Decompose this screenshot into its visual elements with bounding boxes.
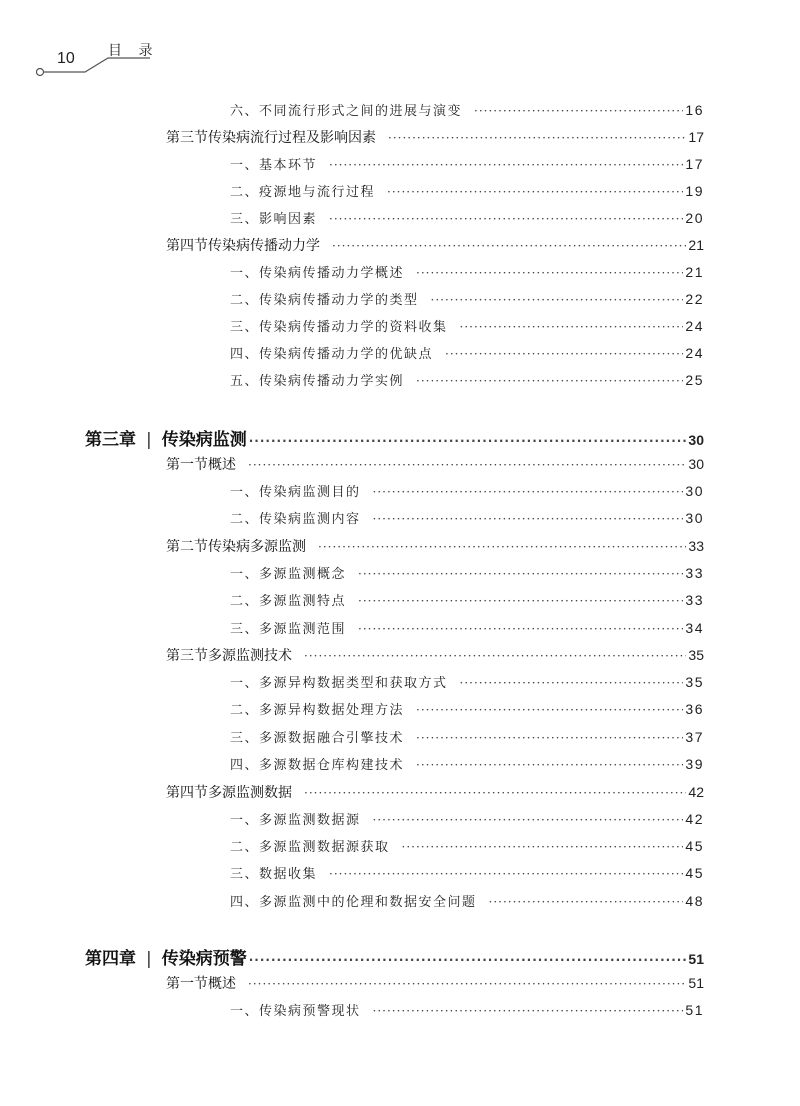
toc-page-number: 45 xyxy=(685,838,704,854)
toc-entry[interactable] xyxy=(230,289,704,308)
toc-entry[interactable] xyxy=(230,100,704,119)
toc-page-number: 16 xyxy=(685,102,704,118)
toc-page-number: 35 xyxy=(685,674,704,690)
leader-dots xyxy=(329,212,683,226)
header-title: 目 录 xyxy=(108,43,159,59)
toc-page-number: 24 xyxy=(685,318,704,334)
toc-entry-title: 二、多源监测特点 xyxy=(230,594,347,609)
leader-dots xyxy=(387,185,683,199)
toc-entry[interactable] xyxy=(230,370,704,389)
toc-chapter[interactable] xyxy=(85,944,704,969)
leader-dots xyxy=(416,703,683,717)
toc-entry-title: 一、多源监测数据源 xyxy=(230,813,361,828)
toc-entry-title: 一、多源监测概念 xyxy=(230,567,347,582)
leader-dots xyxy=(431,293,684,307)
leader-dots xyxy=(474,104,683,118)
toc-section[interactable] xyxy=(166,645,704,665)
leader-dots xyxy=(416,731,683,745)
toc-entry[interactable] xyxy=(230,343,704,362)
toc-entry[interactable] xyxy=(230,863,704,882)
toc-entry-title: 三、多源监测范围 xyxy=(230,622,347,637)
toc-page-number: 51 xyxy=(685,1002,704,1018)
leader-dots xyxy=(388,131,686,145)
toc-page-number: 33 xyxy=(685,592,704,608)
toc-entry-title: 三、传染病传播动力学的资料收集 xyxy=(230,320,448,335)
toc-entry[interactable] xyxy=(230,154,704,173)
toc-section[interactable] xyxy=(166,782,704,802)
toc-entry[interactable] xyxy=(230,590,704,609)
toc-page-number: 22 xyxy=(685,291,704,307)
toc-entry[interactable] xyxy=(230,836,704,855)
toc-entry[interactable] xyxy=(230,316,704,335)
toc-page-number: 35 xyxy=(688,647,704,663)
toc-entry-title: 三、多源数据融合引擎技术 xyxy=(230,731,405,746)
toc-entry-title: 四、多源监测中的伦理和数据安全问题 xyxy=(230,895,477,910)
toc-entry-title: 二、传染病传播动力学的类型 xyxy=(230,293,419,308)
leader-dots xyxy=(318,540,686,554)
section-number: 第三节 xyxy=(166,648,208,664)
leader-dots xyxy=(248,977,686,991)
toc-entry-title: 三、数据收集 xyxy=(230,867,318,882)
section-title: 概述 xyxy=(208,457,236,473)
toc-page-number: 48 xyxy=(685,893,704,909)
toc-page-number: 39 xyxy=(685,756,704,772)
toc-page-number: 25 xyxy=(685,372,704,388)
toc-entry[interactable] xyxy=(230,508,704,527)
toc-page-number: 24 xyxy=(685,345,704,361)
chapter-divider: | xyxy=(146,430,152,450)
toc-page-number: 33 xyxy=(685,565,704,581)
section-number: 第四节 xyxy=(166,785,208,801)
toc-entry[interactable] xyxy=(230,563,704,582)
chapter-divider: | xyxy=(146,949,152,969)
toc-entry-title: 二、多源监测数据源获取 xyxy=(230,840,390,855)
toc-page-number: 33 xyxy=(688,538,704,554)
section-title: 多源监测技术 xyxy=(208,648,292,664)
toc-section[interactable] xyxy=(166,127,704,147)
toc-page-number: 21 xyxy=(685,264,704,280)
leader-dots xyxy=(416,266,683,280)
toc-entry-title: 一、多源异构数据类型和获取方式 xyxy=(230,676,448,691)
section-number: 第三节 xyxy=(166,130,208,146)
toc-page-number: 30 xyxy=(688,456,704,472)
section-title: 传染病传播动力学 xyxy=(208,238,320,254)
toc-entry[interactable] xyxy=(230,618,704,637)
toc-page-number: 21 xyxy=(688,237,704,253)
toc-page-number: 17 xyxy=(685,156,704,172)
toc-entry[interactable] xyxy=(230,262,704,281)
toc-entry-title: 二、传染病监测内容 xyxy=(230,512,361,527)
section-title: 概述 xyxy=(208,976,236,992)
toc-entry[interactable] xyxy=(230,727,704,746)
chapter-title: 传染病预警 xyxy=(161,949,247,969)
toc-page-number: 30 xyxy=(688,432,704,448)
section-number: 第二节 xyxy=(166,539,208,555)
leader-dots xyxy=(329,158,683,172)
leader-dots xyxy=(304,649,686,663)
toc-section[interactable] xyxy=(166,536,704,556)
toc-page-number: 20 xyxy=(685,210,704,226)
leader-dots xyxy=(373,512,684,526)
section-number: 第一节 xyxy=(166,457,208,473)
leader-dots xyxy=(460,676,684,690)
leader-dots xyxy=(445,347,683,361)
toc-entry-title: 一、传染病预警现状 xyxy=(230,1004,361,1019)
leader-dots xyxy=(402,840,684,854)
toc-entry-title: 一、传染病传播动力学概述 xyxy=(230,266,405,281)
leader-dots xyxy=(373,813,684,827)
toc-entry-title: 二、多源异构数据处理方法 xyxy=(230,703,405,718)
toc-entry[interactable] xyxy=(230,208,704,227)
leader-dots xyxy=(358,567,683,581)
chapter-title: 传染病监测 xyxy=(161,430,247,450)
toc-entry[interactable] xyxy=(230,754,704,773)
toc-entry[interactable] xyxy=(230,481,704,500)
toc-entry-title: 四、传染病传播动力学的优缺点 xyxy=(230,347,434,362)
leader-dots xyxy=(416,374,683,388)
section-title: 多源监测数据 xyxy=(208,785,292,801)
toc-page-number: 45 xyxy=(685,865,704,881)
leader-dots xyxy=(489,895,684,909)
toc-chapter[interactable] xyxy=(85,425,704,450)
chapter-number: 第三章 xyxy=(85,430,136,450)
toc-entry-title: 五、传染病传播动力学实例 xyxy=(230,374,405,389)
section-number: 第四节 xyxy=(166,238,208,254)
toc-entry-title: 六、不同流行形式之间的进展与演变 xyxy=(230,104,463,119)
leader-dots xyxy=(358,594,683,608)
leader-dots xyxy=(249,953,687,967)
toc-entry-title: 三、影响因素 xyxy=(230,212,318,227)
toc-page-number: 42 xyxy=(685,811,704,827)
section-title: 传染病多源监测 xyxy=(208,539,306,555)
chapter-number: 第四章 xyxy=(85,949,136,969)
toc-section[interactable] xyxy=(166,454,704,474)
page-number: 10 xyxy=(57,50,75,67)
toc-page-number: 34 xyxy=(685,620,704,636)
toc-entry-title: 二、疫源地与流行过程 xyxy=(230,185,376,200)
toc-page-number: 42 xyxy=(688,784,704,800)
leader-dots xyxy=(248,458,686,472)
toc-entry-title: 一、基本环节 xyxy=(230,158,318,173)
leader-dots xyxy=(249,434,687,448)
leader-dots xyxy=(332,239,686,253)
toc-page-number: 36 xyxy=(685,701,704,717)
toc-page-number: 37 xyxy=(685,729,704,745)
leader-dots xyxy=(373,485,684,499)
toc-page-number: 51 xyxy=(688,975,704,991)
toc-entry[interactable] xyxy=(230,699,704,718)
section-number: 第一节 xyxy=(166,976,208,992)
toc-entry[interactable] xyxy=(230,891,704,910)
leader-dots xyxy=(329,867,683,881)
toc-entry[interactable] xyxy=(230,672,704,691)
toc-section[interactable] xyxy=(166,973,704,993)
toc-entry[interactable] xyxy=(230,809,704,828)
toc-page-number: 30 xyxy=(685,483,704,499)
toc-page-number: 30 xyxy=(685,510,704,526)
leader-dots xyxy=(373,1004,684,1018)
toc-entry[interactable] xyxy=(230,1000,704,1019)
leader-dots xyxy=(304,786,686,800)
toc-entry[interactable] xyxy=(230,181,704,200)
toc-page-number: 17 xyxy=(688,129,704,145)
leader-dots xyxy=(460,320,684,334)
toc-page-number: 51 xyxy=(688,951,704,967)
toc-entry-title: 四、多源数据仓库构建技术 xyxy=(230,758,405,773)
toc-entry-title: 一、传染病监测目的 xyxy=(230,485,361,500)
toc-page-number: 19 xyxy=(685,183,704,199)
page-header xyxy=(0,0,800,90)
toc-section[interactable] xyxy=(166,235,704,255)
leader-dots xyxy=(416,758,683,772)
leader-dots xyxy=(358,622,683,636)
section-title: 传染病流行过程及影响因素 xyxy=(208,130,376,146)
